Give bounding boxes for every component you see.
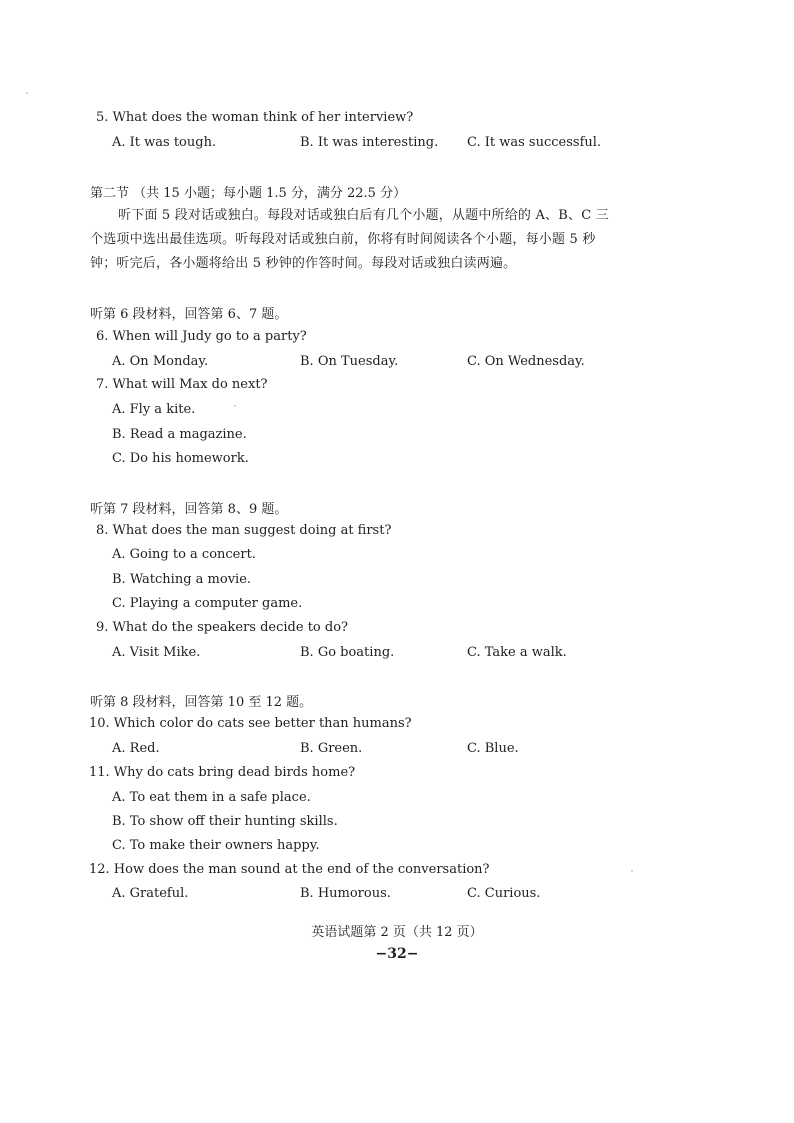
option-7c: C. Do his homework.: [112, 451, 249, 466]
option-9c: C. Take a walk.: [467, 645, 567, 660]
question-11: 11. Why do cats bring dead birds home?: [89, 765, 356, 780]
option-11a: A. To eat them in a safe place.: [112, 790, 311, 805]
section-instructions: 听下面 5 段对话或独白。每段对话或独白后有几个小题，从题中所给的 A、B、C 三个选项中选出最佳选项。听每段对话或独白前，你将有时间阅读各个小题，每小题 5 秒钟；听完后，各小题将给出 5 秒钟的作答时间。每段对话或独白读两遍。: [90, 208, 609, 271]
question-5: 5. What does the woman think of her interview?: [96, 110, 414, 125]
page-number: −32−: [375, 946, 419, 962]
option-6a: A. On Monday.: [112, 354, 209, 369]
option-6c: C. On Wednesday.: [467, 354, 585, 369]
group-8-intro: 听第 8 段材料，回答第 10 至 12 题。: [90, 695, 313, 710]
option-12b: B. Humorous.: [300, 886, 391, 901]
option-9b: B. Go boating.: [300, 645, 395, 660]
option-5b: B. It was interesting.: [300, 135, 439, 150]
option-10b: B. Green.: [300, 741, 363, 756]
option-11c: C. To make their owners happy.: [112, 838, 320, 853]
page-label: 英语试题第 2 页（共 12 页）: [311, 925, 483, 940]
scan-speck: [631, 870, 633, 872]
option-5c: C. It was successful.: [467, 135, 602, 150]
question-12: 12. How does the man sound at the end of the conversation?: [89, 862, 490, 877]
question-6: 6. When will Judy go to a party?: [96, 329, 307, 344]
group-6-intro: 听第 6 段材料，回答第 6、7 题。: [90, 307, 288, 322]
scan-speck: [234, 405, 236, 407]
question-10: 10. Which color do cats see better than humans?: [89, 716, 412, 731]
option-11b: B. To show off their hunting skills.: [112, 814, 338, 829]
question-7: 7. What will Max do next?: [96, 377, 268, 392]
question-8: 8. What does the man suggest doing at first?: [96, 523, 392, 538]
section-heading: 第二节 （共 15 小题；每小题 1.5 分，满分 22.5 分）: [90, 186, 407, 201]
option-8b: B. Watching a movie.: [112, 572, 252, 587]
option-10a: A. Red.: [112, 741, 160, 756]
option-9a: A. Visit Mike.: [112, 645, 201, 660]
option-8c: C. Playing a computer game.: [112, 596, 303, 611]
option-6b: B. On Tuesday.: [300, 354, 399, 369]
option-7a: A. Fly a kite.: [112, 402, 196, 417]
group-7-intro: 听第 7 段材料，回答第 8、9 题。: [90, 502, 288, 517]
option-10c: C. Blue.: [467, 741, 519, 756]
scan-speck: [26, 92, 28, 94]
option-12c: C. Curious.: [467, 886, 541, 901]
option-8a: A. Going to a concert.: [112, 547, 256, 562]
option-7b: B. Read a magazine.: [112, 427, 247, 442]
option-5a: A. It was tough.: [112, 135, 217, 150]
option-12a: A. Grateful.: [112, 886, 189, 901]
question-9: 9. What do the speakers decide to do?: [96, 620, 349, 635]
